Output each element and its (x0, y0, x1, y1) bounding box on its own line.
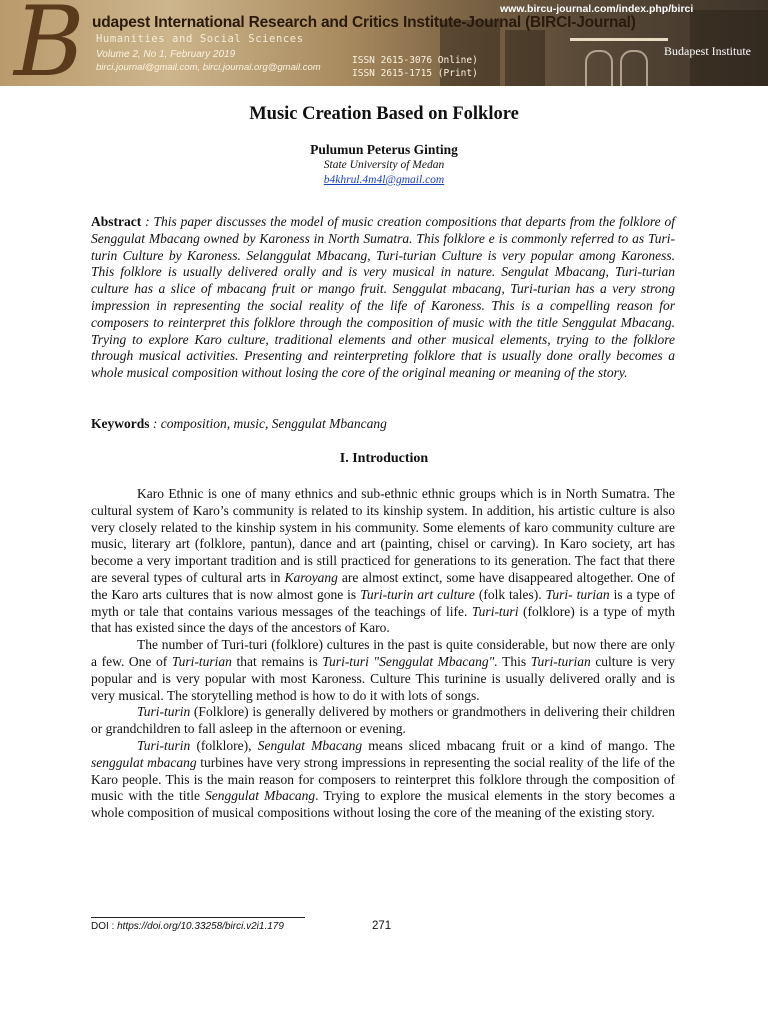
journal-emails: birci.journal@gmail.com, birci.journal.org@gmail.com (96, 62, 321, 73)
doi-link[interactable]: https://doi.org/10.33258/birci.v2i1.179 (117, 921, 284, 932)
author-affiliation: State University of Medan (323, 159, 445, 171)
author-email (0, 174, 768, 186)
issn-print: ISSN 2615-1715 (Print) (352, 68, 478, 79)
building-silhouette (505, 30, 545, 86)
author-name: Pulumun Peterus Ginting (310, 142, 458, 157)
journal-subtitle: Humanities and Social Sciences (96, 33, 304, 45)
keywords-label: Keywords (91, 416, 150, 431)
body-text (91, 486, 675, 822)
doi-label: DOI : (91, 921, 118, 932)
journal-title: udapest International Research and Critics Institute-Journal (BIRCI-Journal) (92, 14, 636, 31)
paragraph: The number of Turi-turi (folklore) cultures in the past is quite considerable, but now there are only a few. One of Turi-turian that remains is Turi-turi "Senggulat Mbacang". This Turi-turian culture is very popular and is very popular with most Karoness. Culture This turinine is usually delivered orally and is very musical. The storytelling method is how to do it with lots of songs. (91, 637, 675, 703)
keywords-text: : composition, music, Senggulat Mbancang (149, 416, 387, 431)
paragraph: Karo Ethnic is one of many ethnics and sub-ethnic ethnic groups which is in North Sumatra. The cultural system of Karo’s community is related to its kinship system. In addition, his artistic culture is also very closely related to the kinship system in his community. Some elements of karo community culture are music, literary art (folklore, pantun), dance and art (painting, chisel or carving). In Karo society, art has become a very important tradition and is still practiced for generations to its generation. The fact that there are several types of cultural arts in Karoyang are almost extinct, some have disappeared altogether. One of the Karo arts cultures that is now almost gone is Turi-turin art culture (folk tales). Turi- turian is a type of myth or tale that contains various messages of the teachings of life. Turi-turi (folklore) is a type of myth that has existed since the days of the ancestors of Karo. (91, 486, 675, 636)
abstract (91, 214, 675, 382)
journal-url[interactable]: www.bircu-journal.com/index.php/birci (500, 3, 694, 15)
journal-volume: Volume 2, No 1, February 2019 (96, 49, 236, 60)
paper-title: Music Creation Based on Folklore (249, 104, 519, 124)
page-number: 271 (372, 920, 392, 932)
author-email-link[interactable]: b4khrul.4m4l@gmail.com (323, 174, 445, 186)
footnote-divider (91, 917, 305, 918)
institute-name: Budapest Institute (664, 44, 751, 58)
abstract-text: : This paper discusses the model of music creation compositions that departs from the folklore of Senggulat Mbacang owned by Karoness in North Sumatra. This folklore e is commonly referred to as Turi-turin Culture by Karoness. Selanggulat Mbacang, Turi-turian Culture is very popular among Karoness. This folklore is usually delivered orally and is very musical in nature. Sengulat Mbacang, Turi-turian culture has a slice of mbacang fruit or mango fruit. Senggulat mbacang, Turi-turian has a very strong impression in representing the social reality of the life of Karoness. This is a compelling reason for composers to reinterpret this folklore through the composition of music with the title Senggulat Mbacang. Trying to explore Karo culture, traditional elements and other musical elements, trying to the folklore through musical activities. Presenting and reinterpreting folklore that is usually done orally becomes a whole musical composition without losing the core of the original meaning or meaning of the story. (91, 214, 675, 381)
doi (91, 921, 284, 932)
bridge-deck (570, 38, 668, 41)
paragraph: Turi-turin (folklore), Sengulat Mbacang means sliced mbacang fruit or a kind of mango. The senggulat mbacang turbines have very strong impressions in representing the social reality of the life of the Karo people. This is the main reason for composers to reinterpret this folklore through the composition of music with the title Senggulat Mbacang. Trying to explore the musical elements in the story becomes a whole composition of musical compositions without losing the core of the meaning of the existing story. (91, 737, 676, 821)
paragraph: Turi-turin (Folklore) is generally delivered by mothers or grandmothers in delivering their children or grandchildren to fall asleep in the afternoon or evening. (91, 704, 675, 737)
abstract-label: Abstract (91, 214, 142, 229)
bridge-arch (585, 50, 613, 86)
bridge-arch (620, 50, 648, 86)
issn-online: ISSN 2615-3076 Online) (352, 55, 478, 66)
journal-logo: B (14, 0, 85, 86)
section-heading: I. Introduction (339, 451, 429, 466)
keywords (91, 416, 675, 433)
journal-banner (0, 0, 768, 86)
